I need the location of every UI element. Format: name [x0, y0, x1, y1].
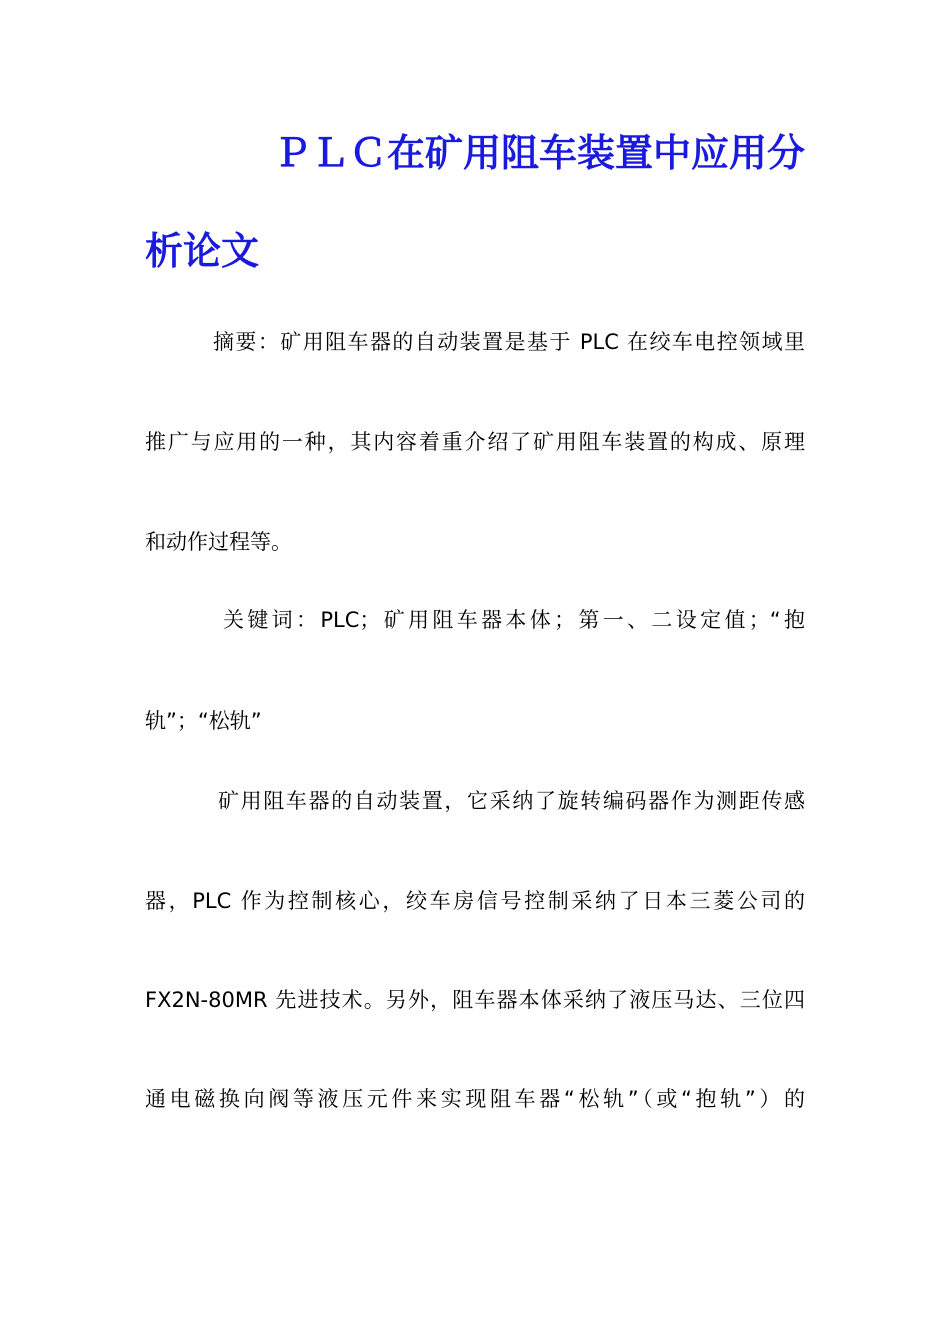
abstract-line-2: 推广与应用的一种，其内容着重介绍了矿用阻车装置的构成、原理	[145, 430, 805, 454]
body-line-3: FX2N-80MR 先进技术。另外，阻车器本体采纳了液压马达、三位四	[145, 988, 805, 1012]
document-title-line-1: ＰＬＣ在矿用阻车装置中应用分	[272, 131, 805, 175]
body-line-4: 通电磁换向阀等液压元件来实现阻车器“松轨”（或“抱轨”）的	[145, 1087, 805, 1111]
keywords-line-2: 轨”；“松轨”	[145, 709, 262, 733]
document-title-line-2: 析论文	[145, 229, 260, 273]
abstract-line-1: 摘要：矿用阻车器的自动装置是基于 PLC 在绞车电控领域里	[213, 330, 805, 354]
body-line-2: 器，PLC 作为控制核心，绞车房信号控制采纳了日本三菱公司的	[145, 889, 805, 913]
abstract-line-3: 和动作过程等。	[145, 530, 292, 554]
body-line-1: 矿用阻车器的自动装置，它采纳了旋转编码器作为测距传感	[218, 789, 805, 813]
keywords-line-1: 关键词：PLC；矿用阻车器本体；第一、二设定值；“抱	[223, 608, 805, 632]
